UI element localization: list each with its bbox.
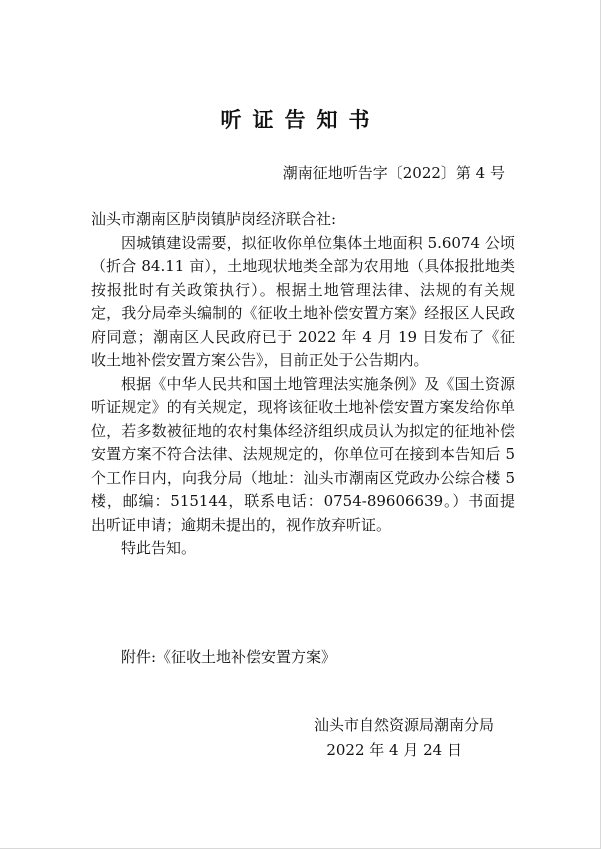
paragraph-1: 因城镇建设需要，拟征收你单位集体土地面积 5.6074 公顷（折合 84.11 亩），土地现状地类全部为农用地（具体报批地类按报批时有关政策执行）。根据土地管理法律、法规的有关规定，我分局牵头编制的《征收土地补偿安置方案》经报区人民政府同意；潮南区人民政府已于 2022 年 4 月 19 日发布了《征收土地补偿安置方案公告》，目前正处于公告期内。	[91, 233, 515, 369]
addressee: 汕头市潮南区胪岗镇胪岗经济联合社:	[91, 210, 337, 228]
closing-line: 特此告知。	[121, 539, 197, 557]
paragraph-2: 根据《中华人民共和国土地管理法实施条例》及《国土资源听证规定》的有关规定，现将该征收土地补偿安置方案发给你单位，若多数被征地的农村集体经济组织成员认为拟定的征地补偿安置方案不符合法律、法规规定的，你单位可在接到本告知后 5 个工作日内，向我分局（地址：汕头市潮南区党政办公综合楼 5 楼，邮编：515144，联系电话：0754-89606639。）书面提出听证申请；逾期未提出的，视作放弃听证。	[91, 374, 515, 534]
issuer-name: 汕头市自然资源局潮南分局	[313, 716, 494, 734]
document-title: 听证告知书	[220, 108, 381, 132]
attachment-note: 附件:《征收土地补偿安置方案》	[121, 648, 337, 666]
document-number: 潮南征地听告字〔2022〕第 4 号	[282, 164, 505, 182]
document-body	[91, 208, 515, 561]
issue-date: 2022 年 4 月 24 日	[326, 741, 462, 759]
